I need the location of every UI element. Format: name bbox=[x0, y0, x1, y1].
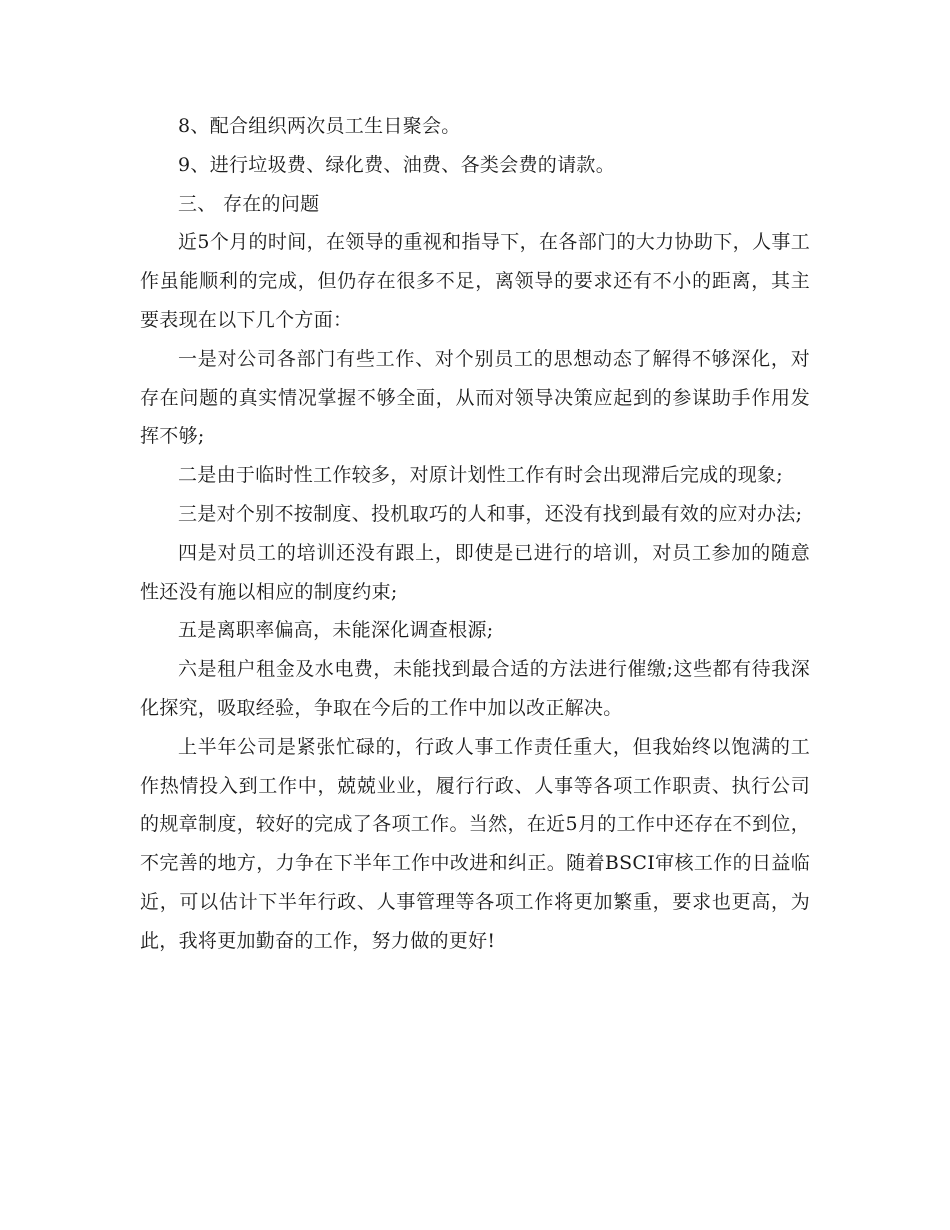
section-heading-problems: 三、 存在的问题 bbox=[178, 192, 320, 215]
list-item-fees: 9、进行垃圾费、绿化费、油费、各类会费的请款。 bbox=[178, 153, 615, 176]
paragraph-point-4: 四是对员工的培训还没有跟上，即使是已进行的培训，对员工参加的随意性还没有施以相应的制度约束; bbox=[140, 541, 810, 603]
paragraph-intro: 近5个月的时间，在领导的重视和指导下，在各部门的大力协助下，人事工作虽能顺利的完成，但仍存在很多不足，离领导的要求还有不小的距离，其主要表现在以下几个方面： bbox=[140, 231, 810, 331]
paragraph-point-3: 三是对个别不按制度、投机取巧的人和事，还没有找到最有效的应对办法; bbox=[178, 502, 803, 525]
paragraph-point-1: 一是对公司各部门有些工作、对个别员工的思想动态了解得不够深化，对存在问题的真实情况掌握不够全面，从而对领导决策应起到的参谋助手作用发挥不够; bbox=[140, 347, 810, 448]
list-item-birthday: 8、配合组织两次员工生日聚会。 bbox=[178, 115, 461, 137]
paragraph-point-6: 六是租户租金及水电费，未能找到最合适的方法进行催缴;这些都有待我深化探究，吸取经验，争取在今后的工作中加以改正解决。 bbox=[140, 658, 810, 719]
paragraph-point-5: 五是离职率偏高，未能深化调查根源; bbox=[178, 619, 494, 642]
paragraph-point-2: 二是由于临时性工作较多，对原计划性工作有时会出现滞后完成的现象; bbox=[178, 464, 784, 487]
document-page bbox=[140, 107, 810, 961]
paragraph-conclusion: 上半年公司是紧张忙碌的，行政人事工作责任重大，但我始终以饱满的工作热情投入到工作中，兢兢业业，履行行政、人事等各项工作职责、执行公司的规章制度，较好的完成了各项工作。当然，在近5月的工作中还存在不到位，不完善的地方，力争在下半年工作中改进和纠正。随着BSCI审核工作的日益临近，可以估计下半年行政、人事管理等各项工作将更加繁重，要求也更高，为此，我将更加勤奋的工作，努力做的更好! bbox=[140, 735, 810, 952]
